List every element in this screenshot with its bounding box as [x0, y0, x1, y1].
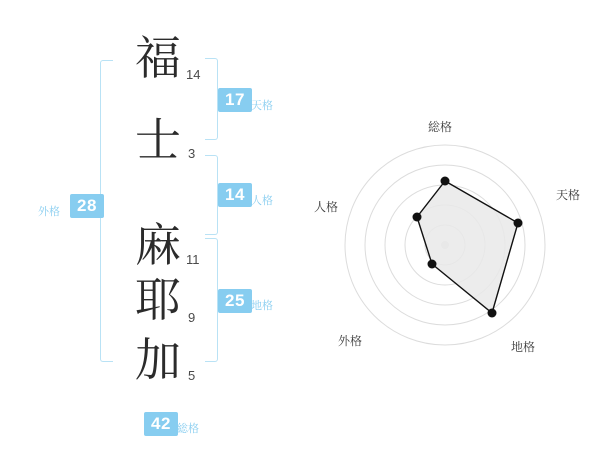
jinkaku-label: 人格: [251, 195, 273, 207]
stroke-count-4: 9: [188, 310, 196, 325]
stroke-count-3: 11: [186, 252, 200, 267]
radar-axis-label-tenkaku: 天格: [556, 188, 581, 202]
stroke-count-5: 5: [188, 368, 196, 383]
kanji-char-1: 福: [135, 31, 181, 85]
stroke-count-1: 14: [186, 67, 201, 82]
radar-axis-label-gaikaku: 外格: [338, 334, 363, 348]
outer-score-badge: 28: [70, 194, 104, 218]
kanji-char-4: 耶: [135, 273, 181, 327]
jinkaku-bracket: [205, 155, 218, 235]
stroke-count-2: 3: [188, 146, 196, 161]
radar-axis-label-jinkaku: 人格: [314, 200, 339, 214]
chikaku-label: 地格: [251, 300, 273, 312]
kanji-char-5: 加: [135, 333, 181, 387]
radar-axis-label-chikaku: 地格: [511, 340, 536, 354]
name-analysis-panel: [0, 0, 300, 470]
radar-chart-svg: [300, 0, 600, 470]
tenkaku-badge: 17: [218, 88, 252, 112]
soukaku-badge: 42: [144, 412, 178, 436]
chikaku-badge: 25: [218, 289, 252, 313]
chikaku-bracket: [205, 238, 218, 362]
tenkaku-label: 天格: [251, 100, 273, 112]
jinkaku-badge: 14: [218, 183, 252, 207]
outer-score-label: 外格: [38, 206, 60, 218]
tenkaku-bracket: [205, 58, 218, 140]
kanji-char-3: 麻: [135, 218, 181, 272]
radar-series-polygon: [417, 181, 518, 313]
soukaku-label: 総格: [177, 423, 199, 435]
radar-chart: [300, 0, 600, 470]
kanji-char-2: 士: [135, 113, 181, 167]
radar-axis-label-soukaku: 総格: [428, 120, 453, 134]
